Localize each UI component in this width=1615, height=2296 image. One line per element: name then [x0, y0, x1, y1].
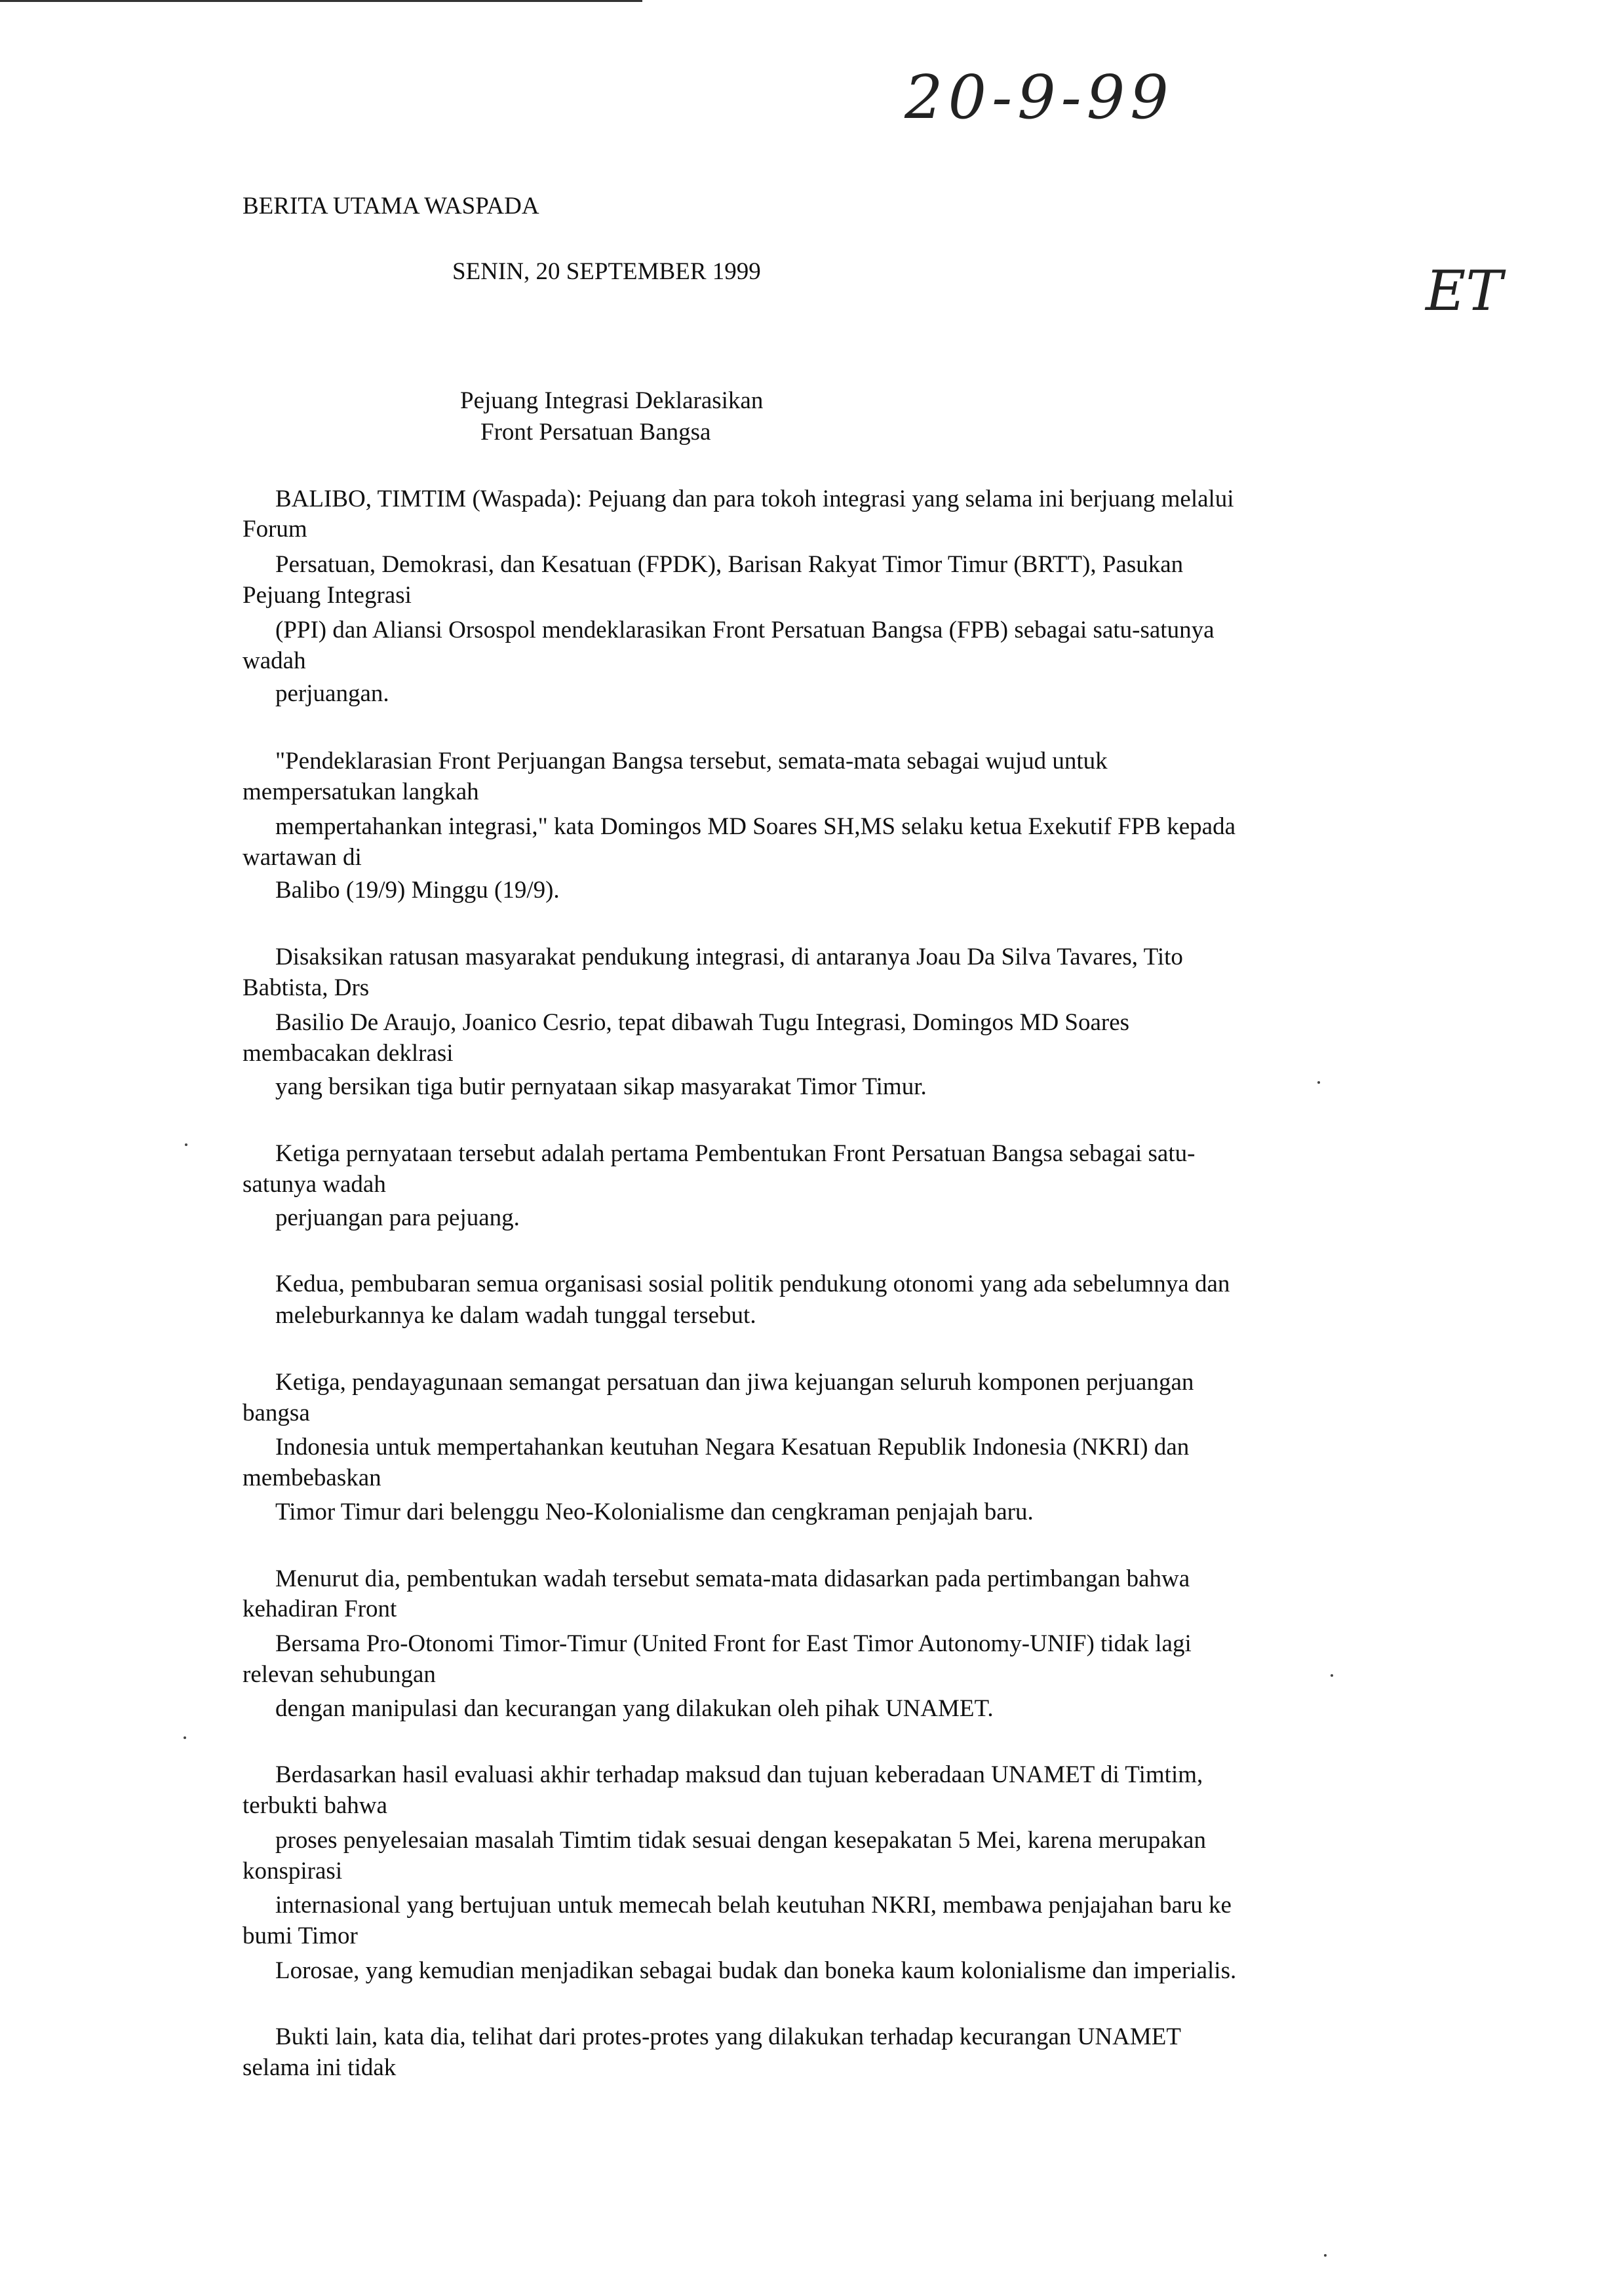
paragraph-line: konspirasi: [243, 1858, 343, 1885]
paragraph-line: (PPI) dan Aliansi Orsospol mendeklarasikan Front Persatuan Bangsa (FPB) sebagai satu-satunya: [275, 617, 1215, 643]
paragraph-line: Basilio De Araujo, Joanico Cesrio, tepat dibawah Tugu Integrasi, Domingos MD Soares: [275, 1009, 1130, 1036]
paragraph-line: terbukti bahwa: [243, 1792, 387, 1819]
source-heading: BERITA UTAMA WASPADA: [243, 193, 539, 220]
paragraph-line: Bukti lain, kata dia, telihat dari protes-protes yang dilakukan terhadap kecurangan UNAMET: [275, 2023, 1181, 2050]
paragraph-line: perjuangan para pejuang.: [275, 1204, 520, 1231]
paragraph-line: dengan manipulasi dan kecurangan yang dilakukan oleh pihak UNAMET.: [275, 1695, 994, 1722]
scan-speck: [184, 1736, 186, 1739]
scan-speck: [1331, 1674, 1333, 1677]
paragraph-line: Pejuang Integrasi: [243, 582, 412, 609]
paragraph-line: Babtista, Drs: [243, 974, 370, 1001]
paragraph-line: Forum: [243, 516, 307, 543]
paragraph-line: meleburkannya ke dalam wadah tunggal tersebut.: [275, 1302, 756, 1329]
paragraph-line: Timor Timur dari belenggu Neo-Kolonialisme dan cengkraman penjajah baru.: [275, 1499, 1034, 1525]
paragraph-line: proses penyelesaian masalah Timtim tidak sesuai dengan kesepakatan 5 Mei, karena merupakan: [275, 1827, 1206, 1854]
paragraph-line: BALIBO, TIMTIM (Waspada): Pejuang dan para tokoh integrasi yang selama ini berjuang melalui: [275, 486, 1234, 512]
paragraph-line: kehadiran Front: [243, 1596, 397, 1622]
article-title-line-2: Front Persatuan Bangsa: [480, 419, 711, 446]
paragraph-line: wartawan di: [243, 844, 362, 871]
paragraph-line: bangsa: [243, 1400, 310, 1426]
paragraph-line: Indonesia untuk mempertahankan keutuhan Negara Kesatuan Republik Indonesia (NKRI) dan: [275, 1434, 1190, 1461]
paragraph-line: Kedua, pembubaran semua organisasi sosial politik pendukung otonomi yang ada sebelumnya dan: [275, 1271, 1230, 1297]
paragraph-line: "Pendeklarasian Front Perjuangan Bangsa tersebut, semata-mata sebagai wujud untuk: [275, 748, 1108, 775]
scan-speck: [185, 1143, 187, 1146]
paragraph-line: perjuangan.: [275, 680, 389, 707]
paragraph-line: relevan sehubungan: [243, 1661, 436, 1688]
paragraph-line: membacakan deklrasi: [243, 1040, 454, 1067]
paragraph-line: Menurut dia, pembentukan wadah tersebut semata-mata didasarkan pada pertimbangan bahwa: [275, 1565, 1190, 1592]
handwritten-date: 20-9-99: [905, 62, 1174, 132]
paragraph-line: mempertahankan integrasi," kata Domingos MD Soares SH,MS selaku ketua Exekutif FPB kepada: [275, 813, 1236, 840]
article-title-line-1: Pejuang Integrasi Deklarasikan: [460, 387, 764, 414]
paragraph-line: satunya wadah: [243, 1171, 386, 1198]
scan-speck: [1324, 2254, 1327, 2257]
paragraph-line: yang bersikan tiga butir pernyataan sikap masyarakat Timor Timur.: [275, 1073, 927, 1100]
paragraph-line: Ketiga, pendayagunaan semangat persatuan dan jiwa kejuangan seluruh komponen perjuangan: [275, 1369, 1194, 1396]
paragraph-line: Balibo (19/9) Minggu (19/9).: [275, 877, 560, 904]
paragraph-line: Disaksikan ratusan masyarakat pendukung integrasi, di antaranya Joau Da Silva Tavares, Tito: [275, 944, 1183, 970]
paragraph-line: membebaskan: [243, 1464, 381, 1491]
paragraph-line: Bersama Pro-Otonomi Timor-Timur (United Front for East Timor Autonomy-UNIF) tidak lagi: [275, 1630, 1192, 1657]
paragraph-line: Berdasarkan hasil evaluasi akhir terhadap maksud dan tujuan keberadaan UNAMET di Timtim,: [275, 1761, 1203, 1788]
paragraph-line: Lorosae, yang kemudian menjadikan sebagai budak dan boneka kaum kolonialisme dan imperialis.: [275, 1957, 1237, 1984]
publication-date: SENIN, 20 SEPTEMBER 1999: [452, 258, 761, 285]
paragraph-line: internasional yang bertujuan untuk memecah belah keutuhan NKRI, membawa penjajahan baru ke: [275, 1892, 1232, 1919]
handwritten-initials: ET: [1426, 259, 1503, 323]
paragraph-line: wadah: [243, 647, 306, 674]
scan-speck: [1317, 1081, 1320, 1084]
paragraph-line: mempersatukan langkah: [243, 778, 479, 805]
paragraph-line: bumi Timor: [243, 1923, 358, 1949]
paragraph-line: selama ini tidak: [243, 2054, 397, 2081]
scan-top-edge-line: [0, 0, 642, 2]
paragraph-line: Persatuan, Demokrasi, dan Kesatuan (FPDK), Barisan Rakyat Timor Timur (BRTT), Pasukan: [275, 551, 1184, 578]
paragraph-line: Ketiga pernyataan tersebut adalah pertama Pembentukan Front Persatuan Bangsa sebagai satu-: [275, 1140, 1196, 1167]
